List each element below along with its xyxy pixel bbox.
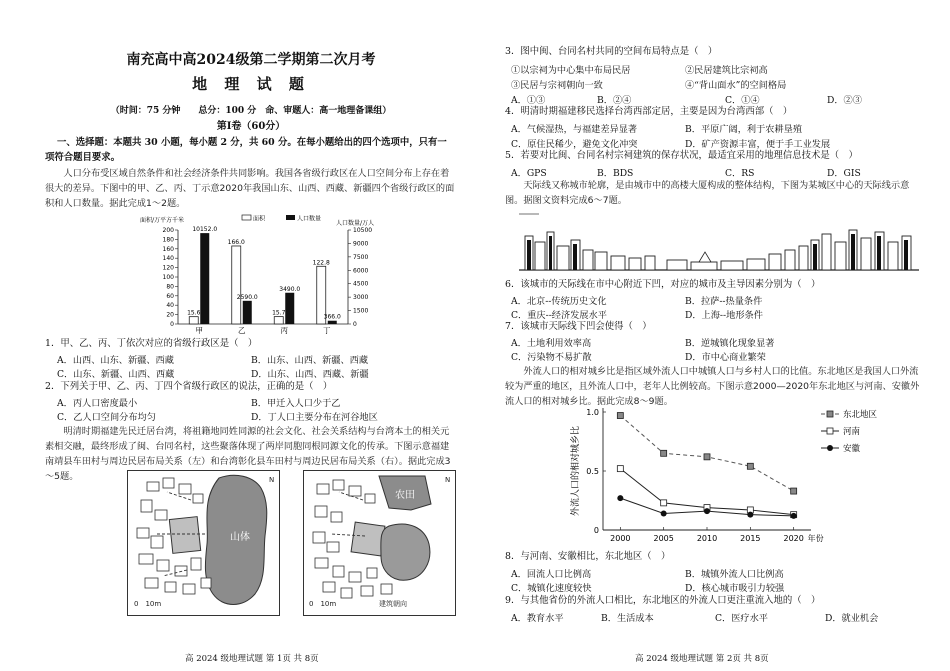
footer-left: 高 2024 级地理试题 第 1页 共 8页 <box>185 654 319 664</box>
left-tick-label: 140 <box>162 255 174 263</box>
y-axis-label: 外流人口的相对城乡比 <box>571 425 581 517</box>
q7-option-b: B．逆城镇化现象显著 <box>685 338 775 349</box>
left-tick-label: 120 <box>162 264 174 272</box>
q2-option-d: D．丁人口主要分布在河谷地区 <box>251 412 378 423</box>
volume-title: 第Ⅰ卷（60分） <box>216 121 286 132</box>
y-tick-label: 0.5 <box>586 467 599 476</box>
right-column <box>505 0 923 671</box>
q8-option-b: B．城镇外流人口比例高 <box>685 569 784 580</box>
bar-area <box>274 317 283 324</box>
legend-marker <box>827 411 833 417</box>
bar-population <box>243 301 252 324</box>
legend-label: 安徽 <box>843 444 861 454</box>
x-tick-label: 2000 <box>610 534 631 543</box>
legend-label: 河南 <box>843 427 861 437</box>
intro-8-9: 外流人口的相对城乡比是指区域外流人口中城镇人口与乡村人口的比值。东北地区是我国人口外流较为严重的地区，且外流人口中，老年人比例较高。下图示意2000—2020年东北地区与河南、安徽外流人口的相对城乡比。据此完成8～9题。 <box>505 366 920 407</box>
q1-option-d: D．山东、山西、西藏、新疆 <box>251 369 369 380</box>
left-tick-label: 180 <box>162 236 174 244</box>
category-label: 丁 <box>323 326 331 335</box>
intro-3-5: 明清时期福建先民迁居台湾，将祖籍地同姓同源的社会文化、社会关系结构与台湾本土的相关元素相交融，最终形成了闽、台同名村，这些聚落体现了两岸同胞同根同源文化的传承。下图示意福建南靖县车田村与周边民居布局关系（左）和台湾彰化县车田村与周边民居布局关系（右）。据此完成3～5题。 <box>45 426 451 482</box>
left-column <box>45 0 457 671</box>
series-point <box>661 500 667 506</box>
data-label-area: 166.0 <box>227 238 245 246</box>
series-point <box>661 450 667 456</box>
legend-marker <box>827 428 833 434</box>
y-tick-label: 0 <box>593 526 599 535</box>
legend-building-orientation: 建筑朝向 <box>379 600 407 608</box>
exam-info: （时间：75 分钟 总分：100 分 命、审题人：高一地理备课组） <box>110 106 392 116</box>
right-tick-label: 10500 <box>353 227 373 234</box>
series-point <box>791 488 797 494</box>
right-tick-label: 3000 <box>353 294 369 302</box>
bar-population <box>285 293 294 324</box>
north-left: N <box>269 476 275 484</box>
left-tick-label: 0 <box>170 321 174 328</box>
series-point <box>747 463 753 469</box>
q9-option-b: B．生活成本 <box>601 613 654 624</box>
q3-statement-3: ③民居与宗祠朝向一致 <box>511 80 603 91</box>
x-axis-unit: 年份 <box>807 534 824 543</box>
left-tick-label: 20 <box>166 311 174 319</box>
q3-statement-4: ④“背山面水”的空间格局 <box>685 80 787 91</box>
data-label-area: 122.8 <box>312 259 330 267</box>
q5-option-a: A．GPS <box>511 168 547 179</box>
skyline-diagram <box>519 212 919 274</box>
left-tick-label: 60 <box>166 292 174 300</box>
data-label-population: 2590.0 <box>236 293 258 301</box>
bar-population <box>328 321 337 324</box>
series-point <box>617 495 623 501</box>
q6-option-b: B．拉萨--热量条件 <box>685 296 763 307</box>
q2-option-c: C．乙人口空间分布均匀 <box>57 412 156 423</box>
data-label-population: 10152.0 <box>192 226 218 234</box>
left-tick-label: 40 <box>166 302 174 310</box>
q7-option-a: A．土地利用效率高 <box>511 338 592 349</box>
q9-option-c: C．医疗水平 <box>715 613 768 624</box>
q5-option-c: C．RS <box>725 168 755 179</box>
category-label: 甲 <box>195 326 203 335</box>
x-tick-label: 2010 <box>696 534 718 543</box>
exam-title: 南充高中高2024级第二学期第二次月考 <box>126 52 376 68</box>
q4-option-d: D．矿产资源丰富，便于手工业发展 <box>685 139 831 150</box>
q4-option-b: B．平原广阔，利于农耕垦殖 <box>685 124 803 135</box>
legend-population-swatch <box>286 215 295 220</box>
data-label-area: 15.6 <box>187 309 201 317</box>
q7-option-c: C．污染物不易扩散 <box>511 352 592 363</box>
q3-statement-2: ②民居建筑比宗祠高 <box>685 65 768 76</box>
subject-title: 地 理 试 题 <box>192 75 310 93</box>
intro-1-2: 人口分布受区域自然条件和社会经济条件共同影响。我国各省级行政区在人口空间分布上存在着很大的差异。下图中的甲、乙、丙、丁示意2020年我国山东、山西、西藏、新疆四个省级行政区的面积和人口数量。据此完成1～2题。 <box>45 168 455 209</box>
q1-option-b: B．山东、山西、新疆、西藏 <box>251 355 369 366</box>
legend-area-swatch <box>242 215 251 220</box>
q6-option-c: C．重庆--经济发展水平 <box>511 310 607 321</box>
q6-stem: 6．该城市的天际线在市中心附近下凹，对应的城市及主导因素分别为（ ） <box>505 279 821 290</box>
outflow-urban-rural-ratio-chart <box>567 402 877 550</box>
series-point <box>617 466 623 472</box>
bar-area <box>232 246 241 324</box>
series-point <box>791 513 797 519</box>
scale-left: 0 10m <box>134 600 162 608</box>
q1-option-a: A．山西、山东、新疆、西藏 <box>57 355 174 366</box>
y-tick-label: 1.0 <box>586 408 599 417</box>
right-tick-label: 1500 <box>353 307 369 315</box>
series-point <box>747 512 753 518</box>
q5-option-d: D．GIS <box>827 168 861 179</box>
section-instructions-1: 一、选择题：本题共 30 小题，每小题 2 分，共 60 分。在每小题给出的四个选项中，只有一 <box>57 137 447 148</box>
q1-stem: 1．甲、乙、丙、丁依次对应的省级行政区是（ ） <box>45 338 258 349</box>
x-tick-label: 2005 <box>653 534 674 543</box>
q4-option-a: A．气候湿热，与福建差异显著 <box>511 124 638 135</box>
q8-stem: 8．与河南、安徽相比，东北地区（ ） <box>505 551 671 562</box>
q9-option-d: D．就业机会 <box>825 613 879 624</box>
bar-population <box>200 233 209 324</box>
x-tick-label: 2015 <box>740 534 761 543</box>
scale-right: 0 10m <box>309 600 337 608</box>
footer-right: 高 2024 级地理试题 第 2页 共 8页 <box>635 654 769 664</box>
q5-option-b: B．BDS <box>597 168 634 179</box>
q1-option-c: C．山东、新疆、山西、西藏 <box>57 369 175 380</box>
farmland-label: 农田 <box>395 490 415 501</box>
q3-option-b: B．②④ <box>597 95 632 106</box>
data-label-area: 15.7 <box>272 309 286 317</box>
q7-stem: 7．该城市天际线下凹会使得（ ） <box>505 321 652 332</box>
q4-option-c: C．原住民稀少，避免文化冲突 <box>511 139 638 150</box>
section-instructions-2: 项符合题目要求。 <box>45 152 121 163</box>
legend-population-label: 人口数量 <box>297 215 322 223</box>
q2-option-b: B．甲迁入人口少于乙 <box>251 398 341 409</box>
q2-option-a: A．丙人口密度最小 <box>57 398 138 409</box>
data-label-population: 3490.0 <box>279 285 301 293</box>
north-right: N <box>445 476 451 484</box>
series-point <box>704 454 710 460</box>
left-tick-label: 100 <box>162 274 174 281</box>
right-tick-label: 6000 <box>353 267 369 275</box>
q9-stem: 9．与其他省份的外流人口相比，东北地区的外流人口更注重流入地的（ ） <box>505 595 821 606</box>
q4-stem: 4．明清时期福建移民选择台湾西部定居，主要是因为台湾西部（ ） <box>505 106 793 117</box>
bar-area <box>189 317 198 324</box>
area-population-chart <box>140 214 390 336</box>
q6-option-a: A．北京--传统历史文化 <box>511 296 607 307</box>
legend-label: 东北地区 <box>843 410 877 420</box>
series-line <box>620 416 793 492</box>
q8-option-a: A．回流人口比例高 <box>511 569 592 580</box>
right-tick-label: 9000 <box>353 240 369 248</box>
q3-statement-1: ①以宗祠为中心集中布局民居 <box>511 65 631 76</box>
right-tick-label: 4500 <box>353 280 369 288</box>
right-tick-label: 0 <box>353 321 357 328</box>
q2-stem: 2．下列关于甲、乙、丙、丁四个省级行政区的说法，正确的是（ ） <box>45 381 333 392</box>
q3-option-a: A．①③ <box>511 95 546 106</box>
q3-option-c: C．①④ <box>725 95 760 106</box>
q7-option-d: D．市中心商业繁荣 <box>685 352 766 363</box>
q6-option-d: D．上海--地形条件 <box>685 310 763 321</box>
category-label: 乙 <box>238 326 246 335</box>
q9-option-a: A．教育水平 <box>511 613 564 624</box>
q5-stem: 5．若要对比闽、台同名村宗祠建筑的保存状况，最适宜采用的地理信息技术是（ ） <box>505 150 858 161</box>
series-point <box>704 508 710 514</box>
q3-stem: 3．图中闽、台同名村共同的空间布局特点是（ ） <box>505 46 718 57</box>
right-tick-label: 7500 <box>353 253 369 261</box>
right-axis-label: 人口数量/万人 <box>336 220 375 227</box>
left-tick-label: 80 <box>166 283 174 291</box>
q8-option-c: C．城镇化速度较快 <box>511 583 592 594</box>
category-label: 丙 <box>280 326 288 335</box>
legend-marker <box>827 445 833 451</box>
left-tick-label: 160 <box>162 245 174 253</box>
q8-option-d: D．核心城市吸引力较强 <box>685 583 785 594</box>
x-tick-label: 2020 <box>783 534 804 543</box>
left-axis-label: 面积/万平方千米 <box>140 217 185 224</box>
series-point <box>617 413 623 419</box>
q3-option-d: D．②③ <box>827 95 862 106</box>
legend-area-label: 面积 <box>253 215 266 223</box>
mountain-label: 山体 <box>230 532 250 543</box>
intro-6-7: 天际线又称城市轮廓，是由城市中的高楼大厦构成的整体结构，下图为某城区中心的天际线示意图。据图文资料完成6～7题。 <box>505 180 910 206</box>
series-point <box>661 510 667 516</box>
village-layout-maps <box>127 470 457 616</box>
left-tick-label: 200 <box>162 227 174 234</box>
data-label-population: 366.0 <box>323 313 341 321</box>
